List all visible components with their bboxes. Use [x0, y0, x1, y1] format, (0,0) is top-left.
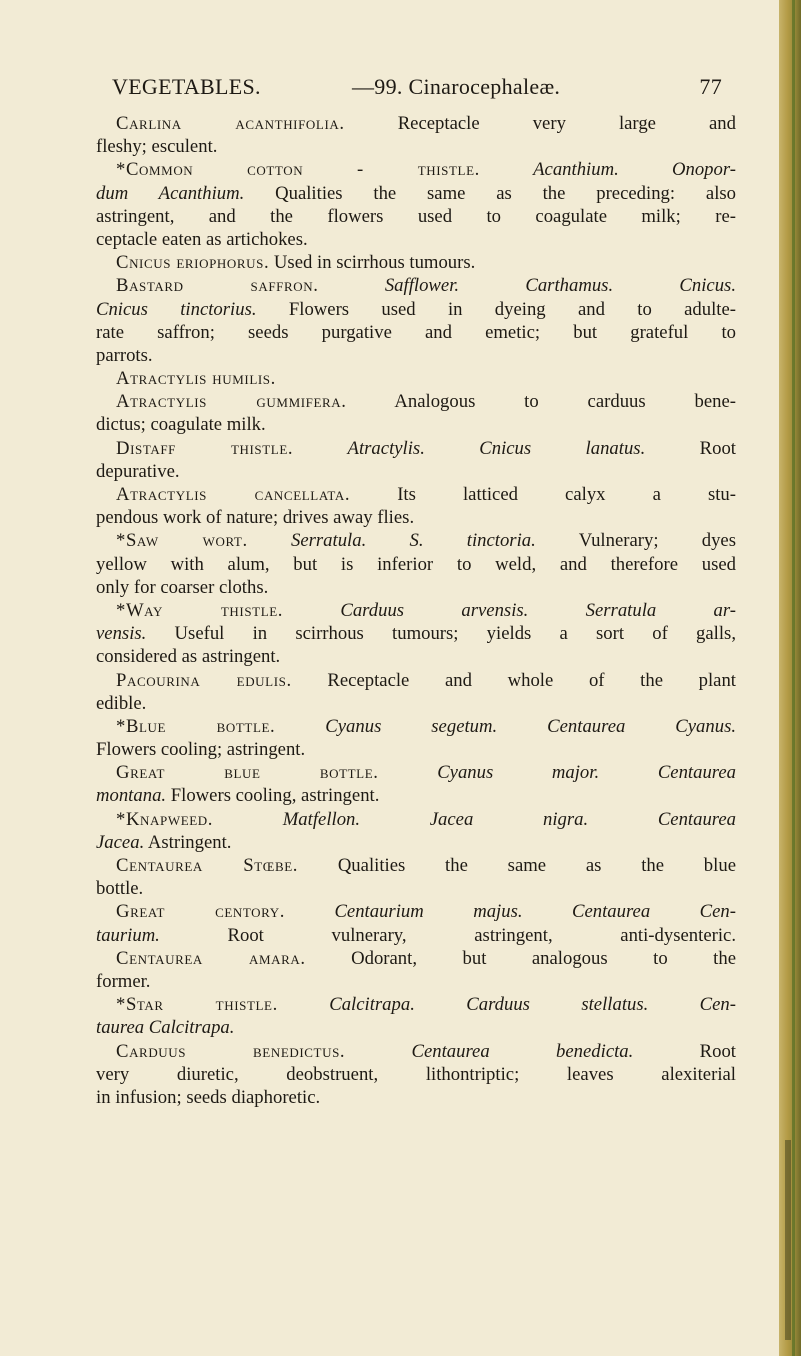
text-run: Flowers cooling; astringent. [96, 739, 306, 761]
text-run [293, 438, 347, 459]
text-run: Used in scirrhous tumours. [269, 252, 476, 274]
latin-name: Cnicus lanatus. [479, 437, 646, 459]
entry-heading: *Saw wort. [116, 530, 248, 552]
latin-name: Serratula ar- [585, 599, 737, 621]
text-line [96, 831, 736, 854]
text-run: Qualities the same as the preceding: also [244, 182, 737, 204]
entry-heading: Pacourina edulis. [116, 669, 292, 691]
text-run [379, 762, 438, 783]
entry-heading: Bastard saffron. [116, 275, 319, 297]
text-run [366, 530, 409, 551]
text-run: pendous work of nature; drives away flies. [96, 507, 415, 529]
text-line [96, 622, 736, 645]
latin-name: Centaurium majus. [334, 901, 523, 923]
text-run [599, 762, 658, 783]
text-run: former. [96, 970, 151, 992]
text-run: Its latticed calyx a stu- [350, 484, 736, 505]
text-run [425, 438, 479, 459]
entry-heading: *Knapweed. [116, 808, 214, 830]
text-line [96, 182, 736, 205]
text-run: Flowers used in dyeing and to adulte- [256, 298, 736, 320]
text-run [248, 530, 291, 551]
text-line [96, 274, 736, 297]
text-line [96, 970, 736, 993]
text-line [96, 437, 736, 460]
entry-heading: Atractylis gummifera. [116, 391, 347, 413]
text-run [319, 275, 385, 296]
text-line [96, 460, 736, 483]
text-run: Root vulnerary, astringent, anti-dysenteric. [159, 924, 736, 946]
latin-name: Calcitrapa. [329, 994, 415, 1016]
text-run [613, 275, 679, 296]
text-line [96, 158, 736, 181]
text-run: Receptacle very large and [344, 113, 736, 134]
entry-heading: Carlina acanthifolia. [116, 113, 345, 134]
text-run [278, 994, 329, 1015]
text-run: fleshy; esculent. [96, 136, 218, 158]
text-line [96, 205, 736, 228]
text-run [523, 901, 572, 922]
entry-heading: Centaurea amara. [116, 947, 306, 969]
text-line [96, 947, 736, 970]
text-run: dictus; coagulate milk. [96, 414, 266, 436]
text-line [96, 1086, 736, 1109]
text-line [96, 669, 736, 692]
text-run [648, 994, 699, 1015]
text-line [96, 784, 736, 807]
text-run: Receptacle and whole of the plant [291, 669, 736, 691]
text-line [96, 924, 736, 947]
text-line [96, 692, 736, 715]
text-run: Root [633, 1040, 736, 1062]
text-run: bottle. [96, 878, 144, 900]
latin-name: Safflower. [384, 275, 460, 297]
body-text [96, 112, 736, 1109]
latin-name: Cnicus. [679, 275, 737, 297]
text-run: Astringent. [144, 831, 232, 853]
text-line [96, 900, 736, 923]
entry-heading: *Way thistle. [116, 599, 284, 621]
latin-name: montana. [96, 785, 167, 807]
text-run [345, 1041, 411, 1062]
text-run: parrots. [96, 344, 153, 366]
text-line [96, 529, 736, 552]
latin-name: Matfellon. [282, 808, 361, 830]
text-run [283, 600, 340, 621]
text-line [96, 808, 736, 831]
text-line [96, 738, 736, 761]
page-edge-mark [785, 1140, 791, 1340]
text-line [96, 135, 736, 158]
running-head-title: VEGETABLES. [112, 74, 261, 99]
text-run: ceptacle eaten as artichokes. [96, 228, 308, 250]
latin-name: Centaurea [657, 762, 737, 784]
text-line [96, 576, 736, 599]
running-head [112, 74, 742, 114]
latin-name: Carduus stellatus. [466, 994, 649, 1016]
text-run: astringent, and the flowers used to coagulate milk; re- [96, 205, 736, 227]
text-run: only for coarser cloths. [96, 576, 269, 598]
entry-heading: Distaff thistle. [116, 437, 294, 459]
text-line [96, 321, 736, 344]
latin-name: Carthamus. [525, 275, 614, 297]
text-run [275, 716, 325, 737]
latin-name: Cyanus segetum. [325, 715, 498, 737]
latin-name: dum Acanthium. [96, 182, 245, 204]
latin-name: Centaurea benedicta. [411, 1040, 634, 1062]
latin-name: Carduus arvensis. [340, 599, 529, 621]
text-run [459, 275, 525, 296]
text-run: Odorant, but analogous to the [305, 947, 736, 969]
text-run [285, 901, 334, 922]
text-run: yellow with alum, but is inferior to weld, and therefore used [96, 553, 736, 575]
text-line [96, 483, 736, 506]
latin-name: Atractylis. [347, 437, 425, 459]
entry-heading: *Blue bottle. [116, 715, 276, 737]
text-run [415, 994, 466, 1015]
text-run: Qualities the same as the blue [298, 855, 736, 876]
text-line [96, 854, 736, 877]
latin-name: vensis. [96, 623, 147, 645]
text-line [96, 1040, 736, 1063]
text-run: Flowers cooling, astringent. [166, 785, 380, 807]
text-run [497, 716, 547, 737]
text-line [96, 645, 736, 668]
latin-name: Cen- [699, 994, 736, 1016]
text-line [96, 298, 736, 321]
entry-heading: Carduus benedictus. [116, 1040, 346, 1062]
text-run: Vulnerary; dyes [535, 530, 736, 552]
text-line [96, 715, 736, 738]
text-line [96, 877, 736, 900]
text-line [96, 599, 736, 622]
latin-name: S. tinctoria. [409, 530, 536, 552]
entry-heading: Atractylis humilis. [116, 368, 276, 390]
text-line [96, 344, 736, 367]
latin-name: Serratula. [290, 530, 367, 552]
page-number: 77 [699, 74, 722, 99]
entry-heading: Cnicus eriophorus. [116, 252, 270, 274]
latin-name: taurea Calcitrapa. [96, 1017, 235, 1039]
text-line [96, 1063, 736, 1086]
text-line [96, 390, 736, 413]
entry-heading: Centaurea Stœbe. [116, 855, 299, 876]
latin-name: Centaurea [657, 808, 737, 830]
text-run [588, 809, 658, 830]
latin-name: Acanthium. [533, 159, 619, 181]
text-line [96, 251, 736, 274]
text-run [619, 159, 672, 180]
text-line [96, 1016, 736, 1039]
latin-name: Centaurea Cen- [572, 901, 736, 923]
text-line [96, 228, 736, 251]
text-run: Useful in scirrhous tumours; yields a sort of galls, [146, 623, 736, 645]
text-line [96, 506, 736, 529]
running-head-section: —99. Cinarocephaleæ. [352, 74, 561, 99]
text-run [213, 809, 283, 830]
latin-name: Cnicus tinctorius. [96, 298, 257, 320]
text-line [96, 112, 736, 135]
text-run: in infusion; seeds diaphoretic. [96, 1086, 321, 1108]
text-line [96, 367, 736, 390]
entry-heading: Great blue bottle. [116, 762, 379, 784]
text-run [528, 600, 585, 621]
latin-name: Onopor- [672, 159, 736, 181]
text-run [480, 159, 533, 180]
latin-name: Jacea nigra. [429, 808, 589, 830]
text-run: considered as astringent. [96, 646, 281, 668]
text-run: Root [645, 437, 736, 459]
text-line [96, 993, 736, 1016]
entry-heading: Great centory. [116, 901, 285, 923]
latin-name: taurium. [96, 924, 160, 946]
text-line [96, 761, 736, 784]
entry-heading: *Common cotton - thistle. [116, 159, 480, 181]
latin-name: Cyanus major. [437, 762, 600, 784]
text-run: rate saffron; seeds purgative and emetic; but grateful to [96, 321, 736, 343]
page-edge-shadow [792, 0, 795, 1356]
entry-heading: *Star thistle. [116, 994, 278, 1016]
text-run [360, 809, 430, 830]
text-line [96, 553, 736, 576]
text-line [96, 413, 736, 436]
latin-name: Centaurea Cyanus. [547, 715, 737, 737]
text-run: edible. [96, 692, 147, 714]
latin-name: Jacea. [96, 831, 145, 853]
text-run: Analogous to carduus bene- [346, 391, 736, 413]
text-run: very diuretic, deobstruent, lithontriptic; leaves alexiterial [96, 1063, 736, 1085]
entry-heading: Atractylis cancellata. [116, 484, 351, 505]
text-run: depurative. [96, 460, 180, 482]
